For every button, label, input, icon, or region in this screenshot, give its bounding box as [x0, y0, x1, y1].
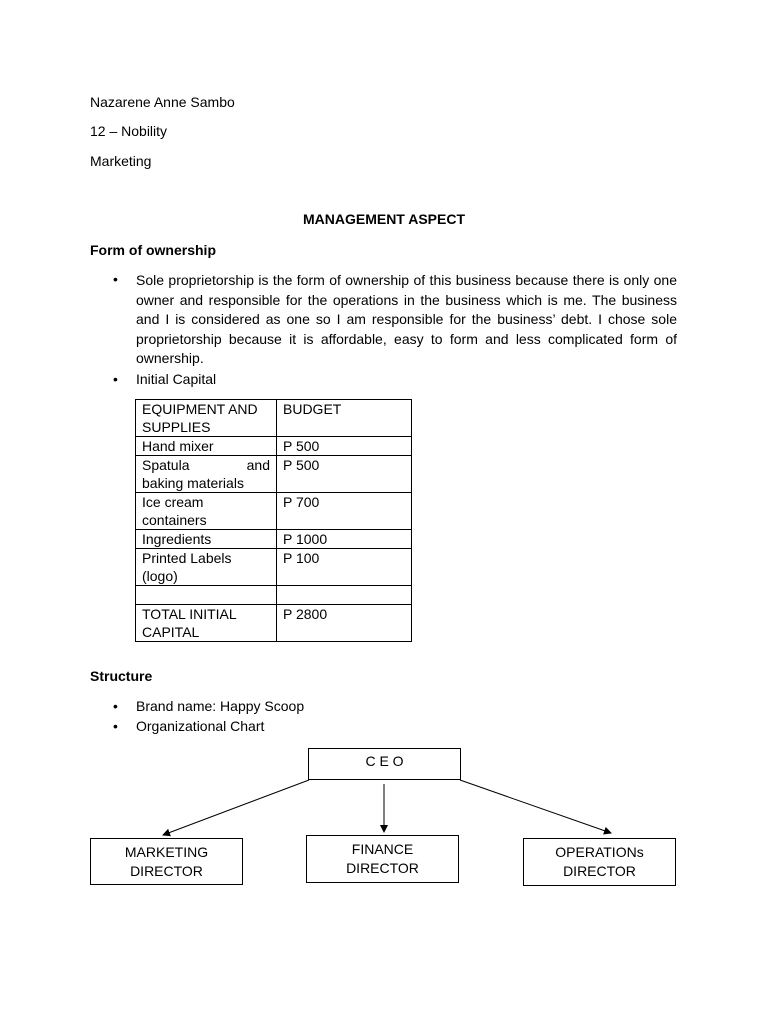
connector-to-marketing: [163, 780, 309, 835]
table-cell: Printed Labels (logo): [136, 549, 277, 586]
finance-director-box: FINANCE DIRECTOR: [306, 835, 459, 883]
table-cell: P 500: [277, 456, 412, 493]
operations-director-box: OPERATIONs DIRECTOR: [523, 838, 676, 886]
structure-heading: Structure: [90, 668, 153, 684]
table-cell: Hand mixer: [136, 437, 277, 456]
connector-to-operations: [460, 780, 611, 833]
bullet-dot: •: [113, 271, 118, 287]
bullet-dot: •: [113, 718, 118, 734]
page-title: MANAGEMENT ASPECT: [302, 211, 466, 227]
bullet-dot: •: [113, 371, 118, 387]
marketing-director-box: MARKETING DIRECTOR: [90, 838, 243, 885]
subject: Marketing: [90, 153, 152, 169]
org-chart-label: Organizational Chart: [136, 718, 265, 734]
ceo-box: [308, 748, 461, 780]
initial-capital-label: Initial Capital: [136, 371, 217, 387]
author-name: Nazarene Anne Sambo: [90, 94, 235, 110]
bullet-dot: •: [113, 698, 118, 714]
ownership-heading: Form of ownership: [90, 242, 216, 258]
brand-name: Brand name: Happy Scoop: [136, 698, 305, 714]
table-cell: P 700: [277, 493, 412, 530]
table-cell: P 1000: [277, 530, 412, 549]
table-cell: P 100: [277, 549, 412, 586]
table-cell: TOTAL INITIAL CAPITAL: [136, 605, 277, 642]
table-cell: P 2800: [277, 605, 412, 642]
table-cell: Spatula and baking materials: [136, 456, 277, 493]
table-header-cell: EQUIPMENT AND SUPPLIES: [136, 400, 277, 437]
ownership-paragraph: Sole proprietorship is the form of ownership of this business because there is only one owner and responsible for the operations in the business which is me. The business and I is considered as one so I am responsible for the business’ debt. I chose sole proprietorship because it is affordable, easy to form and less complicated form of ownership.: [136, 272, 677, 366]
ceo-label: C E O: [365, 753, 404, 769]
class-section: 12 – Nobility: [90, 123, 168, 139]
table-header-cell: BUDGET: [277, 400, 412, 437]
table-cell: P 500: [277, 437, 412, 456]
table-cell: Ingredients: [136, 530, 277, 549]
table-cell: Ice cream containers: [136, 493, 277, 530]
